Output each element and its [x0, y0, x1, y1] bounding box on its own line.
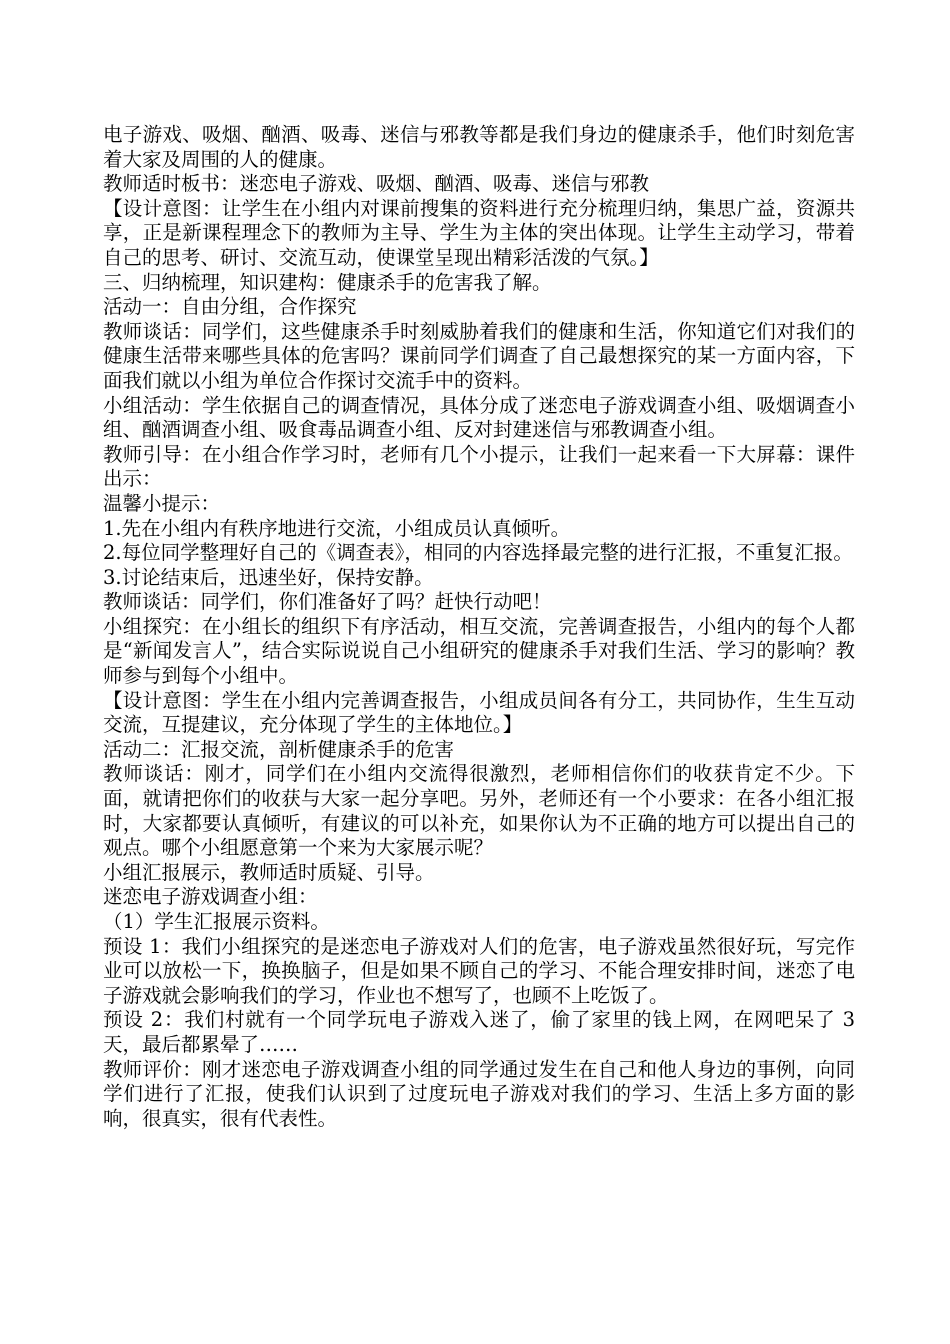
paragraph-intro: 电子游戏、吸烟、酗酒、吸毒、迷信与邪教等都是我们身边的健康杀手，他们时刻危害着大家及周围的人的健康。 — [103, 123, 855, 171]
paragraph-design-intent-2: 【设计意图：学生在小组内完善调查报告，小组成员间各有分工，共同协作，生生互动交流，互提建议，充分体现了学生的主体地位。】 — [103, 688, 855, 737]
paragraph-teacher-talk-2: 教师谈话：同学们，你们准备好了吗？赶快行动吧！ — [103, 590, 552, 614]
paragraph-group-report: 小组汇报展示，教师适时质疑、引导。 — [103, 860, 435, 884]
paragraph-teacher-evaluation: 教师评价：刚才迷恋电子游戏调查小组的同学通过发生在自己和他人身边的事例，向同学们进行了汇报，使我们认识到了过度玩电子游戏对我们的学习、生活上多方面的影响，很真实，很有代表性。 — [103, 1057, 855, 1130]
tip-item-2: 2.每位同学整理好自己的《调查表》，相同的内容选择最完整的进行汇报，不重复汇报。 — [103, 541, 853, 565]
paragraph-preset-2: 预设 2：我们村就有一个同学玩电子游戏入迷了，偷了家里的钱上网，在网吧呆了 3 天，最后都累晕了…… — [103, 1008, 855, 1056]
section-heading-3: 三、归纳梳理，知识建构：健康杀手的危害我了解。 — [103, 270, 552, 294]
group-title-games: 迷恋电子游戏调查小组： — [103, 885, 318, 909]
paragraph-teacher-talk-3: 教师谈话：刚才，同学们在小组内交流得很激烈，老师相信你们的收获肯定不少。下面，就请把你们的收获与大家一起分享吧。另外，老师还有一个小要求：在各小组汇报时，大家都要认真倾听，有建议的可以补充，如果你认为不正确的地方可以提出自己的观点。哪个小组愿意第一个来为大家展示呢？ — [103, 762, 855, 860]
paragraph-group-activity: 小组活动：学生依据自己的调查情况，具体分成了迷恋电子游戏调查小组、吸烟调查小组、酗酒调查小组、吸食毒品调查小组、反对封建迷信与邪教调查小组。 — [103, 393, 855, 442]
paragraph-teacher-guide: 教师引导：在小组合作学习时，老师有几个小提示，让我们一起来看一下大屏幕：课件出示： — [103, 442, 855, 491]
tip-item-3: 3.讨论结束后，迅速坐好，保持安静。 — [103, 565, 434, 589]
paragraph-student-report: （1）学生汇报展示资料。 — [103, 910, 330, 933]
paragraph-preset-1: 预设 1：我们小组探究的是迷恋电子游戏对人们的危害，电子游戏虽然很好玩，写完作业可以放松一下，换换脑子，但是如果不顾自己的学习、不能合理安排时间，迷恋了电子游戏就会影响我们的学习，作业也不想写了，也顾不上吃饭了。 — [103, 934, 855, 1007]
paragraph-group-explore: 小组探究：在小组长的组织下有序活动，相互交流，完善调查报告，小组内的每个人都是“新闻发言人”，结合实际说说自己小组研究的健康杀手对我们生活、学习的影响？教师参与到每个小组中。 — [103, 614, 855, 688]
tip-item-1: 1.先在小组内有秩序地进行交流，小组成员认真倾听。 — [103, 516, 571, 540]
activity-1-heading: 活动一：自由分组，合作探究 — [103, 295, 357, 319]
paragraph-teacher-talk-1: 教师谈话：同学们，这些健康杀手时刻威胁着我们的健康和生活，你知道它们对我们的健康生活带来哪些具体的危害吗？课前同学们调查了自己最想探究的某一方面内容，下面我们就以小组为单位合作探讨交流手中的资料。 — [103, 319, 855, 392]
paragraph-blackboard: 教师适时板书：迷恋电子游戏、吸烟、酗酒、吸毒、迷信与邪教 — [103, 172, 650, 196]
paragraph-design-intent-1: 【设计意图：让学生在小组内对课前搜集的资料进行充分梳理归纳，集思广益，资源共享，正是新课程理念下的教师为主导、学生为主体的突出体现。让学生主动学习，带着自己的思考、研讨、交流互动，使课堂呈现出精彩活泼的气氛。】 — [103, 196, 855, 269]
activity-2-heading: 活动二：汇报交流，剖析健康杀手的危害 — [103, 737, 455, 761]
tips-heading: 温馨小提示： — [103, 491, 221, 515]
document-body — [103, 123, 855, 1131]
